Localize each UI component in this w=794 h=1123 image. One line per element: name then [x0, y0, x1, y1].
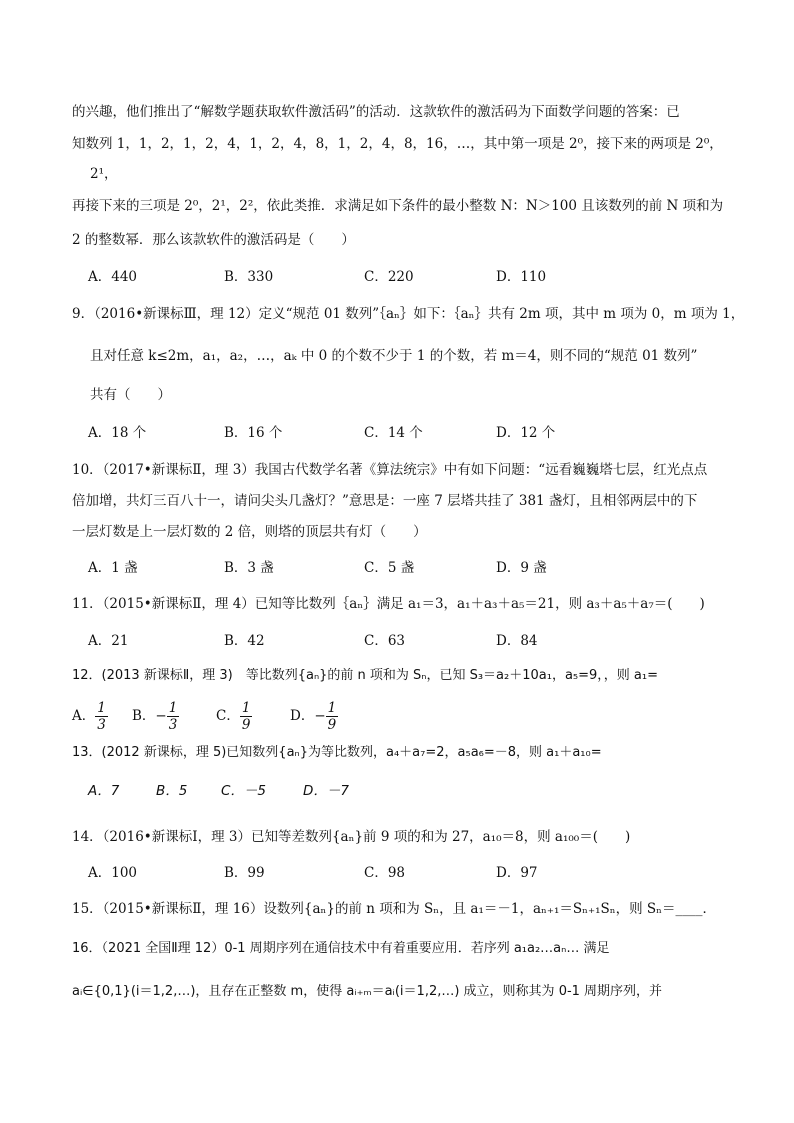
q14-option-a: A．100	[88, 865, 138, 881]
q14-option-c: C．98	[364, 865, 406, 881]
q10-line-3: 一层灯数是上一层灯数的 2 倍，则塔的顶层共有灯（ ）	[72, 524, 427, 540]
q15-line: 15．（2015•新课标Ⅱ，理 16）设数列{aₙ}的前 n 项和为 Sₙ，且 a₁＝－1，aₙ₊₁＝Sₙ₊₁Sₙ，则 Sₙ＝____．	[72, 901, 716, 917]
q14-option-b: B．99	[224, 865, 265, 881]
q12-option-c: C． $\frac{1}{9}$	[216, 700, 251, 733]
q10-option-b: B．3 盏	[224, 560, 274, 576]
q14-options	[88, 864, 734, 882]
q9-option-c: C．14 个	[364, 425, 423, 441]
q8-options	[88, 268, 734, 286]
q10-option-a: A．1 盏	[88, 560, 138, 576]
q13-option-c: C．－5	[221, 783, 267, 799]
q10-option-d: D．9 盏	[496, 560, 547, 576]
q9-option-d: D．12 个	[496, 425, 556, 441]
q14-option-d: D．97	[496, 865, 538, 881]
q8-option-a: A．440	[88, 269, 138, 285]
q9-line-3: 共有（ ）	[90, 387, 171, 403]
q8-line-1: 的兴趣，他们推出了“解数学题获取软件激活码”的活动．这款软件的激活码为下面数学问题的答案：已	[72, 104, 680, 120]
q11-line: 11．（2015•新课标Ⅱ，理 4）已知等比数列｛aₙ｝满足 a₁＝3，a₁＋a₃＋a₅＝21，则 a₃＋a₅＋a₇＝( )	[72, 596, 705, 612]
q9-line-2: 且对任意 k≤2m，a₁，a₂，…，aₖ 中 0 的个数不少于 1 的个数，若 m＝4，则不同的“规范 01 数列”	[90, 348, 698, 364]
q9-options	[88, 424, 734, 442]
q13-option-d: D．－7	[303, 783, 349, 799]
q13-options	[88, 782, 734, 800]
q16-line-2: aᵢ∈{0,1}(i＝1,2,…)，且存在正整数 m，使得 aᵢ₊ₘ＝aᵢ(i＝1,2,…) 成立，则称其为 0-1 周期序列，并	[72, 984, 663, 999]
q12-option-a: A． $\frac{1}{3}$	[72, 700, 106, 733]
q10-line-1: 10．（2017•新课标Ⅱ，理 3）我国古代数学名著《算法统宗》中有如下问题：“远看巍巍塔七层，红光点点	[72, 462, 708, 478]
q13-option-b: B．5	[156, 783, 188, 799]
q8-line-4: 再接下来的三项是 2⁰，2¹，2²，依此类推．求满足如下条件的最小整数 N：N＞100 且该数列的前 N 项和为	[72, 198, 724, 214]
q9-line-1: 9．（2016•新课标Ⅲ，理 12）定义“规范 01 数列”｛aₙ｝如下：｛aₙ｝共有 2m 项，其中 m 项为 0，m 项为 1，	[72, 306, 745, 322]
q11-options	[88, 632, 734, 650]
q11-option-d: D．84	[496, 633, 538, 649]
q16-line-1: 16．（2021 全国Ⅱ理 12）0-1 周期序列在通信技术中有着重要应用．若序列 a₁a₂…aₙ… 满足	[72, 941, 610, 956]
q9-option-b: B．16 个	[224, 425, 283, 441]
q10-option-c: C．5 盏	[364, 560, 415, 576]
q9-option-a: A．18 个	[88, 425, 147, 441]
q11-option-a: A．21	[88, 633, 129, 649]
q8-option-d: D．110	[496, 269, 547, 285]
q12-line: 12．(2013 新课标Ⅱ，理 3) 等比数列{aₙ}的前 n 项和为 Sₙ，已知 S₃＝a₂＋10a₁，a₅=9，，则 a₁=	[72, 668, 658, 683]
q13-line: 13．(2012 新课标，理 5)已知数列{aₙ}为等比数列，a₄＋a₇=2，a₅a₆=－8，则 a₁＋a₁₀=	[72, 745, 602, 760]
q10-options	[88, 559, 734, 577]
q12-option-d: D．− $\frac{1}{9}$	[290, 700, 337, 733]
q13-option-a: A．7	[88, 783, 120, 799]
q10-line-2: 倍加增，共灯三百八十一，请问尖头几盏灯？”意思是：一座 7 层塔共挂了 381 盏灯，且相邻两层中的下	[72, 493, 698, 509]
q11-option-c: C．63	[364, 633, 406, 649]
q14-line: 14．（2016•新课标Ⅰ，理 3）已知等差数列{aₙ}前 9 项的和为 27，a₁₀＝8，则 a₁₀₀＝( )	[72, 829, 631, 845]
q8-option-b: B．330	[224, 269, 274, 285]
q12-option-b: B．− $\frac{1}{3}$	[132, 700, 178, 733]
q8-line-2: 知数列 1，1，2，1，2，4，1，2，4，8，1，2，4，8，16，…，其中第一项是 2⁰，接下来的两项是 2⁰，	[72, 136, 723, 152]
q11-option-b: B．42	[224, 633, 265, 649]
q8-line-5: 2 的整数幂．那么该款软件的激活码是（ ）	[72, 232, 355, 248]
q8-option-c: C．220	[364, 269, 414, 285]
q8-line-3: 2¹，	[90, 166, 118, 182]
